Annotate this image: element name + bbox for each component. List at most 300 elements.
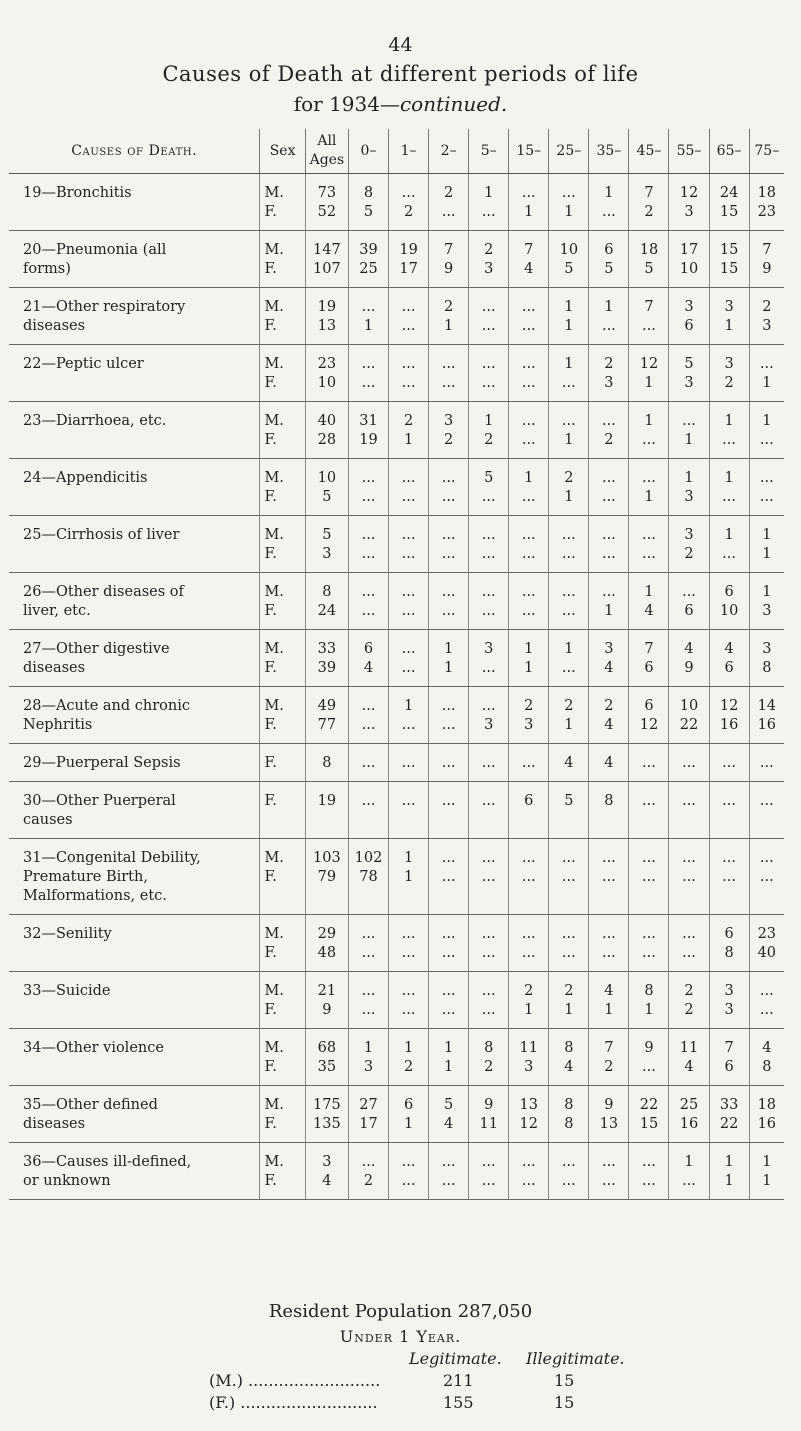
count-cell: [469, 573, 509, 630]
cell-value: 1: [644, 375, 654, 391]
cell-value: ...: [642, 850, 656, 866]
count-cell: [669, 1086, 709, 1143]
cause-text: or unknown: [23, 1173, 111, 1189]
cell-value: F.: [264, 1116, 277, 1132]
cell-value: 19: [399, 242, 418, 258]
count-cell: [549, 1143, 589, 1200]
cell-value: ...: [601, 413, 616, 429]
cell-value: 6: [724, 926, 734, 942]
count-cell: [709, 839, 749, 915]
cell-value: ...: [682, 1173, 696, 1189]
cell-value: ...: [481, 1002, 496, 1018]
cell-value: ...: [759, 869, 774, 885]
sex-cell: [260, 687, 305, 744]
sex-cell: [260, 402, 305, 459]
cell-value: ...: [759, 432, 774, 448]
cell-value: 1: [762, 527, 772, 543]
cell-value: ...: [521, 926, 536, 942]
cell-value: 3: [684, 527, 694, 543]
count-cell: [749, 174, 784, 231]
cause-of-death: [9, 402, 260, 459]
count-cell: [589, 1029, 629, 1086]
cell-value: ...: [361, 584, 376, 600]
cell-value: 4: [363, 660, 374, 676]
cell-value: 8: [484, 1040, 494, 1056]
cell-value: 4: [564, 755, 574, 771]
cell-value: 11: [519, 1040, 538, 1056]
cell-value: ...: [401, 1173, 416, 1189]
column-header: 0–: [348, 129, 388, 174]
cell-value: 8: [604, 793, 614, 809]
count-cell: [749, 687, 784, 744]
count-cell: [669, 744, 709, 782]
cell-value: 40: [757, 945, 777, 961]
count-cell: [509, 516, 549, 573]
count-cell: [389, 915, 429, 972]
cell-value: ...: [441, 983, 456, 999]
count-cell: [389, 345, 429, 402]
cell-value: 4: [684, 1059, 694, 1075]
cell-value: F.: [264, 1002, 277, 1018]
count-cell: [305, 573, 348, 630]
count-cell: [348, 1143, 388, 1200]
cell-value: 2: [564, 983, 574, 999]
cell-value: 3: [724, 1002, 734, 1018]
cell-value: 4: [564, 1059, 574, 1075]
cell-value: ...: [481, 356, 496, 372]
cell-value: ...: [561, 1173, 576, 1189]
count-cell: [709, 1029, 749, 1086]
count-cell: [429, 288, 469, 345]
cell-value: 4: [604, 755, 614, 771]
cell-value: ...: [481, 945, 496, 961]
count-cell: [429, 459, 469, 516]
column-header: 45–: [629, 129, 669, 174]
count-cell: [629, 782, 669, 839]
cell-value: ...: [361, 603, 376, 619]
cause-text: 28—Acute and chronic: [23, 698, 190, 714]
cell-value: 7: [762, 242, 772, 258]
cell-value: 15: [719, 261, 739, 277]
cell-value: M.: [264, 1097, 284, 1113]
cell-value: 2: [444, 185, 454, 201]
cell-value: 25: [679, 1097, 699, 1113]
count-cell: [669, 1143, 709, 1200]
count-cell: [509, 1029, 549, 1086]
count-cell: [469, 231, 509, 288]
count-cell: [669, 687, 709, 744]
cell-value: ...: [441, 945, 456, 961]
count-cell: [589, 402, 629, 459]
cell-value: 1: [403, 869, 414, 885]
cell-value: 1: [484, 185, 494, 201]
table-row: [9, 1143, 784, 1200]
cell-value: 2: [684, 1002, 694, 1018]
cell-value: ...: [481, 660, 496, 676]
count-cell: [305, 1086, 348, 1143]
cell-value: F.: [264, 1173, 277, 1189]
cause-text: 20—Pneumonia (all: [23, 242, 167, 258]
sex-cell: [260, 459, 305, 516]
count-cell: [509, 231, 549, 288]
cause-of-death: [9, 573, 260, 630]
count-cell: [589, 744, 629, 782]
cell-value: M.: [264, 850, 284, 866]
cell-value: 2: [684, 546, 694, 562]
cell-value: 10: [719, 603, 739, 619]
cell-value: ...: [441, 698, 456, 714]
count-cell: [469, 782, 509, 839]
cell-value: ...: [642, 926, 656, 942]
cell-value: 4: [524, 261, 534, 277]
cell-value: 16: [757, 1116, 777, 1132]
count-cell: [305, 1143, 348, 1200]
cell-value: 2: [484, 432, 494, 448]
cell-value: 1: [684, 1154, 694, 1170]
count-cell: [389, 174, 429, 231]
count-cell: [709, 744, 749, 782]
resident-population: Resident Population 287,050: [268, 1301, 533, 1322]
cause-text: Malformations, etc.: [23, 888, 167, 904]
count-cell: [429, 972, 469, 1029]
cell-value: ...: [601, 584, 616, 600]
cell-value: ...: [401, 603, 416, 619]
count-cell: [429, 744, 469, 782]
cell-value: 7: [644, 185, 654, 201]
count-cell: [549, 288, 589, 345]
cell-value: 147: [313, 242, 341, 258]
cell-value: 22: [719, 1116, 739, 1132]
count-cell: [469, 1143, 509, 1200]
cell-value: ...: [481, 603, 496, 619]
cell-value: 23: [757, 204, 777, 220]
cell-value: 6: [524, 793, 534, 809]
cell-value: 15: [719, 204, 739, 220]
count-cell: [549, 839, 589, 915]
count-cell: [305, 288, 348, 345]
count-cell: [348, 516, 388, 573]
count-cell: [749, 231, 784, 288]
cell-value: ...: [682, 793, 696, 809]
count-cell: [669, 630, 709, 687]
column-header-cause: Causes of Death.: [9, 129, 260, 174]
count-cell: [589, 782, 629, 839]
cause-of-death: [9, 687, 260, 744]
cell-value: 68: [317, 1040, 337, 1056]
count-cell: [669, 516, 709, 573]
count-cell: [589, 516, 629, 573]
cell-value: ...: [521, 850, 536, 866]
cell-value: 7: [604, 1040, 614, 1056]
cell-value: ...: [361, 356, 376, 372]
sex-cell: [260, 288, 305, 345]
cell-value: ...: [642, 527, 656, 543]
table-row: [9, 630, 784, 687]
cell-value: 3: [524, 1059, 534, 1075]
count-cell: [549, 782, 589, 839]
count-cell: [629, 174, 669, 231]
cell-value: 7: [524, 242, 534, 258]
cell-value: 2: [604, 698, 614, 714]
count-cell: [669, 573, 709, 630]
column-header: Sex: [260, 129, 305, 174]
count-cell: [589, 1143, 629, 1200]
cell-value: ...: [441, 717, 456, 733]
cell-value: 6: [644, 698, 654, 714]
cell-value: ...: [642, 470, 656, 486]
cell-value: ...: [481, 869, 496, 885]
cell-value: 1: [564, 489, 574, 505]
cell-value: 8: [564, 1116, 574, 1132]
cell-value: 39: [317, 660, 337, 676]
cell-value: 1: [604, 1002, 614, 1018]
cell-value: 2: [484, 1059, 494, 1075]
cell-value: ...: [722, 850, 736, 866]
count-cell: [549, 630, 589, 687]
cell-value: ...: [361, 698, 376, 714]
count-cell: [509, 459, 549, 516]
table-row: [9, 915, 784, 972]
count-cell: [509, 1086, 549, 1143]
cell-value: 1: [762, 546, 772, 562]
count-cell: [389, 516, 429, 573]
cell-value: 2: [524, 698, 534, 714]
count-cell: [749, 1143, 784, 1200]
count-cell: [509, 402, 549, 459]
cell-value: ...: [561, 1154, 576, 1170]
cell-value: ...: [521, 432, 536, 448]
count-cell: [429, 687, 469, 744]
cell-value: ...: [441, 793, 456, 809]
cell-value: 7: [644, 299, 654, 315]
cell-value: ...: [481, 375, 496, 391]
cell-value: ...: [561, 603, 576, 619]
cell-value: ...: [401, 755, 416, 771]
cell-value: ...: [682, 584, 696, 600]
count-cell: [305, 630, 348, 687]
count-cell: [469, 402, 509, 459]
cell-value: ...: [441, 755, 456, 771]
count-cell: [549, 1086, 589, 1143]
sex-cell: [260, 839, 305, 915]
count-cell: [429, 1029, 469, 1086]
cell-value: F.: [264, 318, 277, 334]
cell-value: ...: [521, 755, 536, 771]
cell-value: 23: [317, 356, 337, 372]
cell-value: 10: [679, 261, 699, 277]
cell-value: 39: [359, 242, 378, 258]
cell-value: 1: [524, 660, 534, 676]
cell-value: ...: [642, 318, 656, 334]
count-cell: [429, 782, 469, 839]
cell-value: ...: [601, 204, 616, 220]
cell-value: 2: [644, 204, 654, 220]
count-cell: [709, 345, 749, 402]
cell-value: 17: [359, 1116, 378, 1132]
cell-value: F.: [264, 261, 277, 277]
count-cell: [749, 839, 784, 915]
cell-value: 6: [684, 318, 694, 334]
cell-value: 3: [484, 261, 494, 277]
table-row: [9, 573, 784, 630]
cell-value: 9: [644, 1040, 654, 1056]
count-cell: [305, 345, 348, 402]
sex-cell: [260, 174, 305, 231]
count-cell: [709, 459, 749, 516]
column-header: 2–: [429, 129, 469, 174]
count-cell: [509, 839, 549, 915]
table-row: [9, 231, 784, 288]
count-cell: [749, 630, 784, 687]
count-cell: [749, 915, 784, 972]
cell-value: ...: [361, 299, 376, 315]
count-cell: [429, 345, 469, 402]
count-cell: [629, 1143, 669, 1200]
cell-value: 103: [313, 850, 341, 866]
cell-value: ...: [521, 489, 536, 505]
cell-value: 102: [354, 850, 383, 866]
cell-value: ...: [521, 375, 536, 391]
count-cell: [429, 915, 469, 972]
cause-text: causes: [23, 812, 73, 828]
count-cell: [509, 630, 549, 687]
cell-value: ...: [642, 755, 656, 771]
count-cell: [589, 288, 629, 345]
cell-value: 16: [757, 717, 777, 733]
cell-value: 9: [444, 261, 454, 277]
count-cell: [509, 915, 549, 972]
count-cell: [749, 402, 784, 459]
column-header: 5–: [469, 129, 509, 174]
table-row: [9, 174, 784, 231]
cell-value: ...: [601, 489, 616, 505]
count-cell: [469, 915, 509, 972]
table-row: [9, 972, 784, 1029]
count-cell: [469, 288, 509, 345]
cell-value: ...: [521, 584, 536, 600]
count-cell: [429, 174, 469, 231]
cell-value: 27: [359, 1097, 378, 1113]
cell-value: ...: [601, 546, 616, 562]
cell-value: 18: [639, 242, 659, 258]
cause-text: diseases: [23, 660, 86, 676]
cell-value: 1: [724, 1173, 734, 1189]
count-cell: [709, 630, 749, 687]
count-cell: [629, 459, 669, 516]
count-cell: [549, 231, 589, 288]
cell-value: ...: [481, 546, 496, 562]
cell-value: F.: [264, 432, 277, 448]
cell-value: 1: [564, 1002, 574, 1018]
count-cell: [348, 782, 388, 839]
cell-value: 12: [719, 698, 739, 714]
cell-value: 1: [604, 299, 614, 315]
count-cell: [709, 573, 749, 630]
cell-value: ...: [561, 584, 576, 600]
count-cell: [749, 744, 784, 782]
count-cell: [589, 972, 629, 1029]
cell-value: 52: [317, 204, 337, 220]
cause-of-death: [9, 288, 260, 345]
cell-value: ...: [722, 793, 736, 809]
count-cell: [389, 288, 429, 345]
sex-cell: [260, 630, 305, 687]
cell-value: 13: [599, 1116, 619, 1132]
cell-value: ...: [682, 869, 696, 885]
illegitimate-count: 15: [554, 1393, 575, 1412]
cell-value: ...: [642, 1173, 656, 1189]
cell-value: 1: [564, 356, 574, 372]
count-cell: [709, 1086, 749, 1143]
count-cell: [589, 573, 629, 630]
cell-value: 2: [762, 299, 772, 315]
cell-value: 4: [322, 1173, 332, 1189]
count-cell: [305, 972, 348, 1029]
count-cell: [629, 687, 669, 744]
cell-value: ...: [682, 413, 696, 429]
count-cell: [348, 174, 388, 231]
cell-value: ...: [361, 1154, 376, 1170]
count-cell: [348, 402, 388, 459]
cell-value: ...: [401, 1154, 416, 1170]
cell-value: ...: [682, 945, 696, 961]
count-cell: [509, 573, 549, 630]
cell-value: 3: [604, 641, 614, 657]
cell-value: ...: [401, 584, 416, 600]
count-cell: [429, 516, 469, 573]
cell-value: ...: [561, 850, 576, 866]
cell-value: ...: [521, 945, 536, 961]
cell-value: ...: [361, 470, 376, 486]
table-row: [9, 459, 784, 516]
cell-value: 4: [604, 717, 614, 733]
count-cell: [749, 1086, 784, 1143]
cell-value: ...: [521, 185, 536, 201]
cause-text: liver, etc.: [23, 603, 91, 619]
count-cell: [305, 687, 348, 744]
cell-value: 13: [317, 318, 337, 334]
cell-value: 1: [604, 185, 614, 201]
cell-value: 17: [679, 242, 699, 258]
cell-value: 8: [644, 983, 654, 999]
cell-value: 4: [724, 641, 734, 657]
count-cell: [669, 459, 709, 516]
cell-value: 1: [724, 527, 734, 543]
count-cell: [669, 839, 709, 915]
cause-text: 26—Other diseases of: [23, 584, 184, 600]
cell-value: 175: [313, 1097, 341, 1113]
cell-value: 3: [724, 299, 734, 315]
count-cell: [669, 782, 709, 839]
cell-value: 1: [564, 318, 574, 334]
cell-value: ...: [481, 1154, 496, 1170]
count-cell: [749, 782, 784, 839]
cell-value: 18: [757, 185, 777, 201]
cell-value: 1: [604, 603, 614, 619]
cell-value: 3: [762, 603, 772, 619]
cell-value: F.: [264, 489, 277, 505]
cause-text: Nephritis: [23, 717, 93, 733]
cell-value: 1: [762, 1173, 772, 1189]
cell-value: 5: [604, 261, 614, 277]
cell-value: ...: [601, 1173, 616, 1189]
cell-value: ...: [682, 926, 696, 942]
cell-value: ...: [441, 1173, 456, 1189]
cell-value: ...: [401, 489, 416, 505]
count-cell: [469, 839, 509, 915]
cell-value: 9: [684, 660, 694, 676]
cell-value: 15: [639, 1116, 659, 1132]
